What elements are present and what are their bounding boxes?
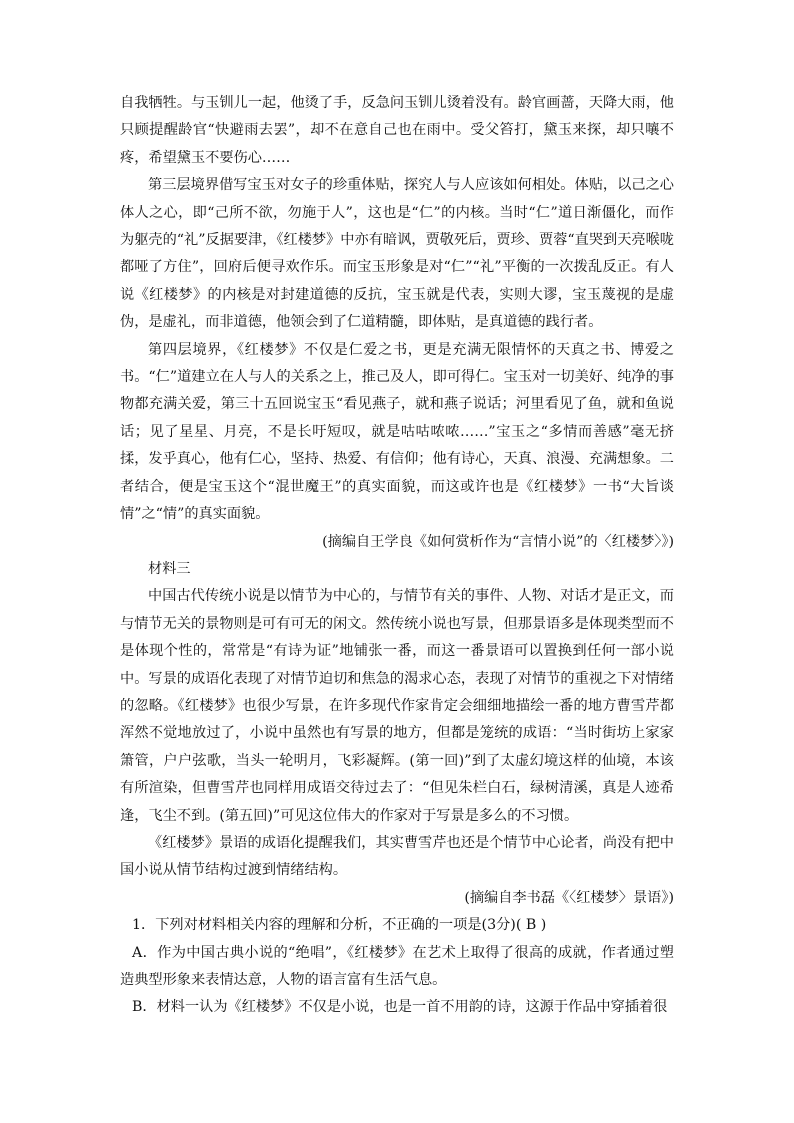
section-heading-material-3: 材料三 xyxy=(148,560,191,577)
paragraph-fourth-level: 第四层境界，《红楼梦》不仅是仁爱之书，更是充满无限情怀的天真之书、博爱之书。“仁”道建立在人与人的关系之上，推己及人，即可得仁。宝玉对一切美好、纯净的事物都充满关爱，第三十五回说宝玉“看见燕子，就和燕子说话；河里看见了鱼，就和鱼说话；见了星星、月亮，不是长吁短叹，就是咕咕哝哝……”宝玉之“多情而善感”毫无挤揉，发乎真心，他有仁心，坚持、热爱、有信仰；他有诗心，天真、浪漫、充满想象。二者结合，便是宝玉这个“混世魔王”的真实面貌，而这或许也是《红楼梦》一书“大旨谈情”之“情”的真实面貌。 xyxy=(120,341,674,523)
question-1-option-b: B．材料一认为《红楼梦》不仅是小说，也是一首不用韵的诗，这源于作品中穿插着很 xyxy=(132,999,668,1016)
source-citation-1: (摘编自王学良《如何赏析作为“言情小说”的〈红楼梦〉》) xyxy=(322,533,674,550)
paragraph-material-3-body: 中国古代传统小说是以情节为中心的，与情节有关的事件、人物、对话才是正文，而与情节无关的景物则是可有可无的闲文。然传统小说也写景，但那景语多是体现类型而不是体现个性的，常常是“有诗为证”地铺张一番，而这一番景语可以置换到任何一部小说中。写景的成语化表现了对情节迫切和焦急的渴求心态，表现了对情节的重视之下对情绪的忽略。《红楼梦》也很少写景，在许多现代作家肯定会细细地描绘一番的地方曹雪芹都浑然不觉地放过了，小说中虽然也有写景的地方，但都是笼统的成语：“当时街坊上家家箫管，户户弦歌，当头一轮明月，飞彩凝辉。(第一回)”到了太虚幻境这样的仙境，本该有所渲染，但曹雪芹也同样用成语交待过去了：“但见朱栏白石，绿树清溪，真是人迹希逢，飞尘不到。(第五回)”可见这位伟大的作家对于写景是多么的不习惯。 xyxy=(120,588,674,824)
source-citation-2: (摘编自李书磊《〈红楼梦〉景语》) xyxy=(464,889,674,906)
question-1-option-a: A．作为中国古典小说的“绝唱”，《红楼梦》在艺术上取得了很高的成就，作者通过塑造典型形象来表情达意，人物的语言富有生活气息。 xyxy=(120,944,674,988)
paragraph-material-3-conclusion: 《红楼梦》景语的成语化提醒我们，其实曹雪芹也还是个情节中心论者，尚没有把中国小说从情节结构过渡到情绪结构。 xyxy=(120,834,674,879)
paragraph-third-level: 第三层境界借写宝玉对女子的珍重体贴，探究人与人应该如何相处。体贴，以己之心体人之心，即“己所不欲，勿施于人”，这也是“仁”的内核。当时“仁”道日渐僵化，而作为躯壳的“礼”反据要津，《红楼梦》中亦有暗讽，贾敬死后，贾珍、贾蓉“直哭到天亮喉咙都哑了方住”，回府后便寻欢作乐。而宝玉形象是对“仁”“礼”平衡的一次拨乱反正。有人说《红楼梦》的内核是对封建道德的反抗，宝玉就是代表，实则大谬，宝玉蔑视的是虚伪，是虚礼，而非道德，他领会到了仁道精髓，即体贴，是真道德的践行者。 xyxy=(120,177,674,331)
paragraph-continued: 自我牺牲。与玉钏儿一起，他烫了手，反急问玉钏儿烫着没有。龄官画蔷，天降大雨，他只顾提醒龄官“快避雨去罢”，却不在意自己也在雨中。受父笞打，黛玉来探，却只嚷不疼，希望黛玉不要伤心…… xyxy=(120,95,674,166)
question-1-stem: 1．下列对材料相关内容的理解和分析，不正确的一项是(3分)( B ) xyxy=(132,917,547,934)
